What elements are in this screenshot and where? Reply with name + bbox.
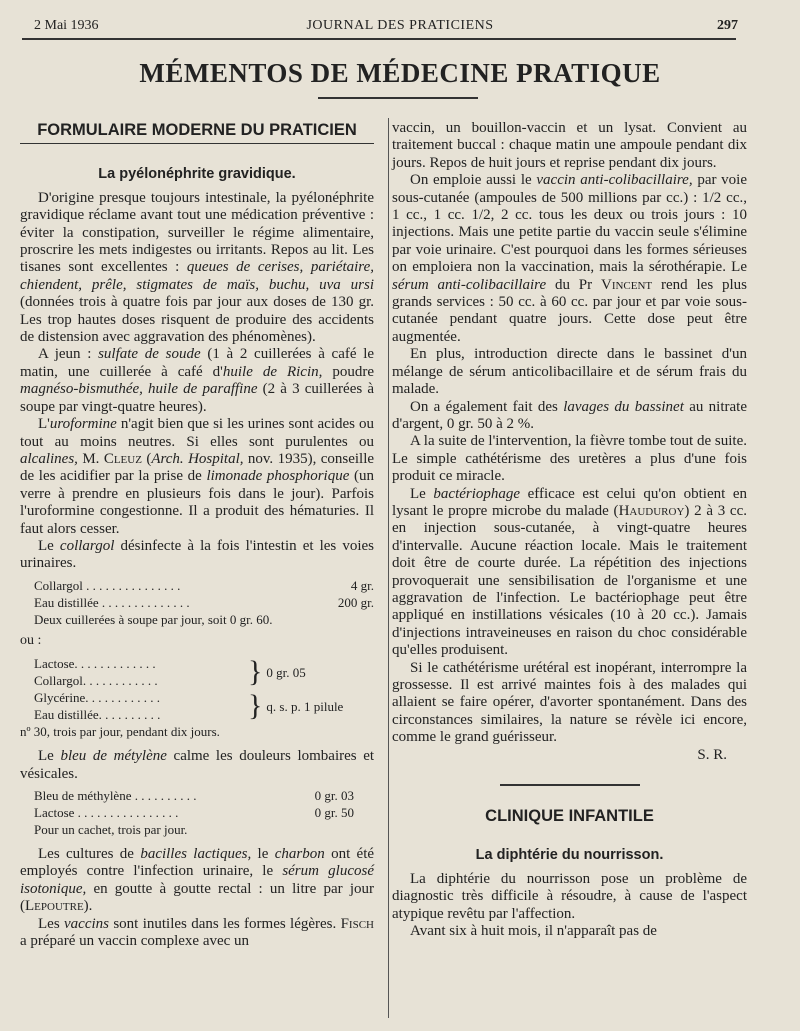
paragraph: La diphtérie du nourrisson pose un problème de diagnostic très difficile à résoudre, à cause de l'aspect atypique revêtu par l'affection. — [392, 870, 747, 922]
paragraph: Le bactériophage efficace est celui qu'on obtient en lysant le propre microbe du malade (Hauduroy) 2 à 3 cc. en injection sous-cutanée, à vingt-quatre heures d'intervalle. Aucune réaction locale. Mais le traitement doit être de courte durée. La répétition des injections provoquerait une sensibilisation de l'organisme et une aggravation de l'infection. Le bactériophage peut être appliqué en instillations vésicales (10 à 20 cc.). Jamais d'injections intraveineuses en raison du choc considérable qu'elles produisent. — [392, 485, 748, 659]
article-title-diphterie: La diphtérie du nourrisson. — [475, 847, 664, 864]
prescription-pills — [20, 655, 374, 740]
section-heading-clinique-infantile: CLINIQUE INFANTILE — [485, 807, 654, 826]
issue-date: 2 Mai 1936 — [34, 18, 99, 33]
running-header — [0, 18, 800, 38]
left-column — [20, 120, 374, 950]
author-signature: S. R. — [697, 746, 727, 763]
rx-brace-group: Glycérine. . . . . . . . . . . . Eau distillée. . . . . . . . . . } q. s. p. 1 pilule — [34, 689, 344, 723]
rx-line: Bleu de méthylène . . . . . . . . . . 0 gr. 03 — [34, 787, 354, 803]
page-title: MÉMENTOS DE MÉDECINE PRATIQUE — [139, 58, 661, 88]
signature-line — [392, 747, 747, 764]
paragraph: Les vaccins sont inutiles dans les formes légères. Fisch a préparé un vaccin complexe avec un — [20, 915, 374, 949]
paragraph: vaccin, un bouillon-vaccin et un lysat. Convient au traitement buccal : chaque matin une ampoule pendant dix jours. Repos de huit jours et reprise pendant dix jours. — [392, 120, 747, 171]
journal-name: JOURNAL DES PRATICIENS — [306, 18, 494, 33]
or-label: ou : — [20, 632, 42, 648]
paragraph: A jeun : sulfate de soude (1 à 2 cuillerées à café le matin, une cuillerée à café d'huile de Ricin, poudre magnéso-bismuthée, huile de paraffine (2 à 3 cuillerées à soupe par vingt-quatre heures). — [20, 346, 375, 415]
rx-note: Deux cuillerées à soupe par jour, soit 0 gr. 60. — [34, 611, 273, 627]
paragraph: A la suite de l'intervention, la fièvre tombe tout de suite. Le simple cathétérisme des uretères a plus d'une fois produit ce miracle. — [392, 433, 747, 485]
paragraph: Si le cathétérisme urétéral est inopérant, interrompre la grossesse. Il est arrivé maintes fois à des malades qui allaient se faire opérer, d'avorter spontanément. Dans des circonstances similaires, la nature se révèle ici encore, comme le grand guérisseur. — [392, 659, 747, 746]
paragraph: D'origine presque toujours intestinale, la pyélonéphrite gravidique réclame avant tout une médication préventive : éviter la constipation, surveiller le régime alimentaire, proscrire les mets indigestes ou irritants. Repos au lit. Les tisanes sont excellentes : queues de cerises, pariétaire, chiendent, prêle, stigmates de maïs, buchu, uva ursi (données trois à quatre fois par jour aux doses de 130 gr. Les trop hautes doses risquent de produire des accidents de distension avec aggravation des phénomènes). — [20, 189, 374, 346]
section-heading-formulaire: FORMULAIRE MODERNE DU PRATICIEN — [20, 122, 374, 144]
brace-icon: } — [248, 655, 263, 689]
page-number: 297 — [717, 18, 738, 33]
prescription-collargol — [34, 577, 374, 628]
section-rule — [500, 784, 640, 786]
paragraph: Avant six à huit mois, il n'apparaît pas de — [410, 923, 657, 940]
paragraph: En plus, introduction directe dans le bassinet d'un mélange de sérum anticolibacillaire et de sérum frais du malade. — [392, 346, 747, 398]
paragraph: L'uroformine n'agit bien que si les urines sont acides ou tout au moins neutres. Si elles sont purulentes ou alcalines, M. Cleuz (Arch. Hospital, nov. 1935), conseille de les acidifier par la prise de limonade phosphorique (un verre à prendre en plusieurs fois dans le jour). Parfois l'uroformine congestionne. Il a produit des hématuries. Il faut alors cesser. — [20, 416, 375, 537]
prescription-methylene — [34, 787, 374, 838]
header-rule — [22, 38, 736, 40]
paragraph: Le bleu de métylène calme les douleurs lombaires et vésicales. — [20, 748, 375, 782]
brace-icon: } — [248, 689, 263, 723]
right-column — [392, 120, 747, 940]
paragraph: Le collargol désinfecte à la fois l'intestin et les voies urinaires. — [20, 537, 375, 572]
paragraph: On a également fait des lavages du bassinet au nitrate d'argent, 0 gr. 50 à 2 %. — [392, 398, 747, 432]
rx-line: Lactose . . . . . . . . . . . . . . . . 0 gr. 50 — [34, 804, 354, 820]
column-divider — [388, 118, 389, 1018]
title-rule — [318, 97, 478, 99]
article-title-pyelonephrite: La pyélonéphrite gravidique. — [98, 166, 296, 183]
paragraph: On emploie aussi le vaccin anti-colibacillaire, par voie sous-cutanée (ampoules de 500 millions par cc.) : 1/2 cc., 1 cc., 1 cc. 1/2, 2 cc. tous les deux ou trois jours : 10 injections. Mais une petite partie du vaccin seule s'élimine par voie urinaire. C'est pourquoi dans les formes sérieuses on emploiera non la vaccination, mais la sérothérapie. Le sérum anti-colibacillaire du Pr Vincent rend les plus grands services : 50 cc. à 60 cc. par jour et par voie sous-cutanée pendant quatre jours. Cette dose peut être augmentée. — [392, 172, 748, 345]
rx-brace-group: Lactose. . . . . . . . . . . . . Collargol. . . . . . . . . . . . } 0 gr. 05 — [34, 655, 306, 689]
paragraph: Les cultures de bacilles lactiques, le charbon ont été employés contre l'infection urinaire, le sérum glucosé isotonique, en goutte à goutte rectal : un litre par jour (Lepoutre). — [20, 845, 375, 915]
rx-note: Pour un cachet, trois par jour. — [34, 821, 188, 837]
rx-note: nº 30, trois par jour, pendant dix jours. — [20, 724, 220, 740]
rx-line: Collargol . . . . . . . . . . . . . . . 4 gr. — [34, 577, 374, 593]
rx-line: Eau distillée . . . . . . . . . . . . . . 200 gr. — [34, 594, 374, 610]
